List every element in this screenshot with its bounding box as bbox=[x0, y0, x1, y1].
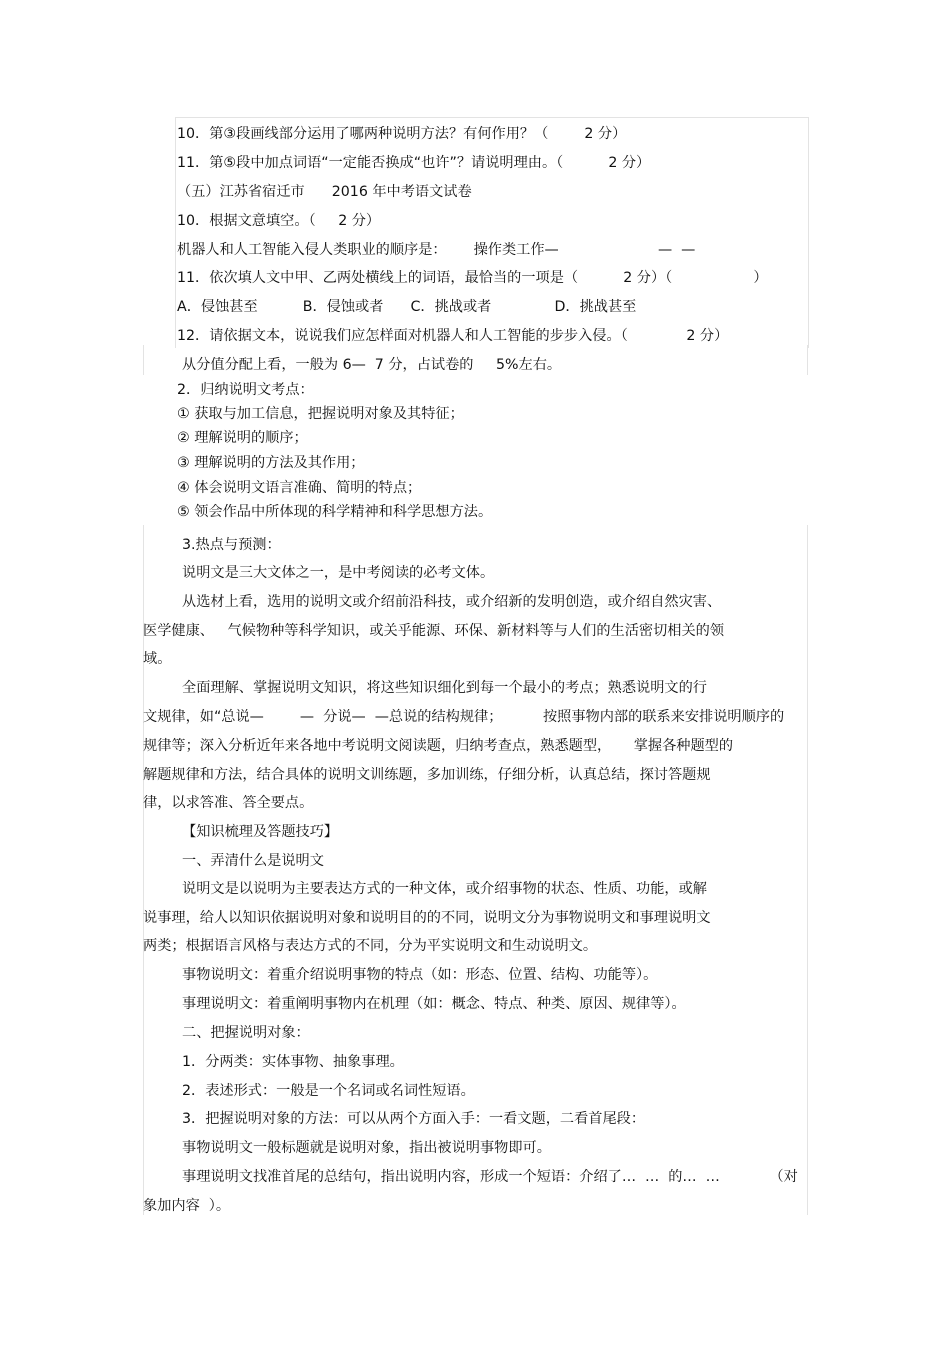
body-line: 事理说明文找准首尾的总结句，指出说明内容，形成一个短语：介绍了… … 的… … （对 bbox=[182, 1169, 798, 1185]
body-line: 事理说明文：着重阐明事物内在机理（如：概念、特点、种类、原因、规律等）。 bbox=[182, 996, 686, 1012]
body-line: 说明文是三大文体之一，是中考阅读的必考文体。 bbox=[182, 565, 495, 581]
question-12-response: 12．请依据文本，说说我们应怎样面对机器人和人工智能的步步入侵。（ 2 分） bbox=[177, 328, 729, 344]
frame-right-rule-lower bbox=[807, 525, 808, 1215]
body-line: 1．分两类：实体事物、抽象事理。 bbox=[182, 1054, 404, 1070]
question-11-word-choice: 11．依次填人文中甲、乙两处横线上的词语，最恰当的一项是（ 2 分）（ ） bbox=[177, 270, 768, 286]
section-heading: 二、把握说明对象： bbox=[182, 1025, 310, 1041]
points-title: 2．归纳说明文考点： bbox=[177, 382, 314, 398]
question-10-methods: 10．第③段画线部分运用了哪两种说明方法？有何作用？（ 2 分） bbox=[177, 126, 627, 142]
body-line: 事物说明文：着重介绍说明事物的特点（如：形态、位置、结构、功能等）。 bbox=[182, 967, 658, 983]
body-line: 从选材上看，选用的说明文或介绍前沿科技，或介绍新的发明创造，或介绍自然灾害、 bbox=[182, 594, 722, 610]
body-line: 象加内容 ）。 bbox=[143, 1198, 231, 1214]
frame-right-rule bbox=[807, 345, 808, 375]
point-item: ① 获取与加工信息，把握说明对象及其特征； bbox=[177, 406, 464, 422]
frame-left-rule bbox=[143, 345, 144, 375]
section-heading: 一、弄清什么是说明文 bbox=[182, 853, 324, 869]
question-11-word-replace: 11．第⑤段中加点词语“一定能否换成“也许”？请说明理由。（ 2 分） bbox=[177, 155, 651, 171]
question-10-sequence: 机器人和人工智能入侵人类职业的顺序是： 操作类工作— — — bbox=[177, 242, 696, 258]
body-line: 说明文是以说明为主要表达方式的一种文体，或介绍事物的状态、性质、功能，或解 bbox=[182, 881, 707, 897]
body-line: 说事理，给人以知识依据说明对象和说明目的的不同，说明文分为事物说明文和事理说明文 bbox=[143, 910, 711, 926]
body-line: 3．把握说明对象的方法：可以从两个方面入手：一看文题，二看首尾段： bbox=[182, 1111, 646, 1127]
point-item: ② 理解说明的顺序； bbox=[177, 430, 308, 446]
body-line: 文规律，如“总说— — 分说— —总说的结构规律； 按照事物内部的联系来安排说明顺序的 bbox=[143, 709, 785, 725]
question-10-fill-blank: 10．根据文意填空。（ 2 分） bbox=[177, 213, 381, 229]
body-line: 解题规律和方法，结合具体的说明文训练题，多加训练，仔细分析，认真总结，探讨答题规 bbox=[143, 767, 711, 783]
body-line: 两类；根据语言风格与表达方式的不同，分为平实说明文和生动说明文。 bbox=[143, 938, 598, 954]
hotspot-heading: 3.热点与预测： bbox=[182, 537, 281, 553]
point-item: ⑤ 领会作品中所体现的科学精神和科学思想方法。 bbox=[177, 504, 493, 520]
point-item: ④ 体会说明文语言准确、简明的特点； bbox=[177, 480, 422, 496]
body-line: 域。 bbox=[143, 651, 172, 667]
body-line: 律，以求答准、答全要点。 bbox=[143, 795, 314, 811]
question-11-options: A．侵蚀甚至 B．侵蚀或者 C．挑战或者 D．挑战甚至 bbox=[177, 299, 637, 315]
section-heading-knowledge: 【知识梳理及答题技巧】 bbox=[182, 824, 339, 840]
body-line: 规律等；深入分析近年来各地中考说明文阅读题，归纳考查点，熟悉题型， 掌握各种题型的 bbox=[143, 738, 734, 754]
body-line: 事物说明文一般标题就是说明对象，指出被说明事物即可。 bbox=[182, 1140, 551, 1156]
exam-source-heading: （五）江苏省宿迁市 2016 年中考语文试卷 bbox=[177, 184, 472, 200]
body-line: 医学健康、 气候物种等科学知识，或关乎能源、环保、新材料等与人们的生活密切相关的领 bbox=[143, 623, 725, 639]
score-distribution-note: 从分值分配上看，一般为 6— 7 分，占试卷的 5%左右。 bbox=[182, 357, 562, 373]
point-item: ③ 理解说明的方法及其作用； bbox=[177, 455, 365, 471]
body-line: 全面理解、掌握说明文知识，将这些知识细化到每一个最小的考点；熟悉说明文的行 bbox=[182, 680, 707, 696]
body-line: 2．表述形式：一般是一个名词或名词性短语。 bbox=[182, 1083, 475, 1099]
